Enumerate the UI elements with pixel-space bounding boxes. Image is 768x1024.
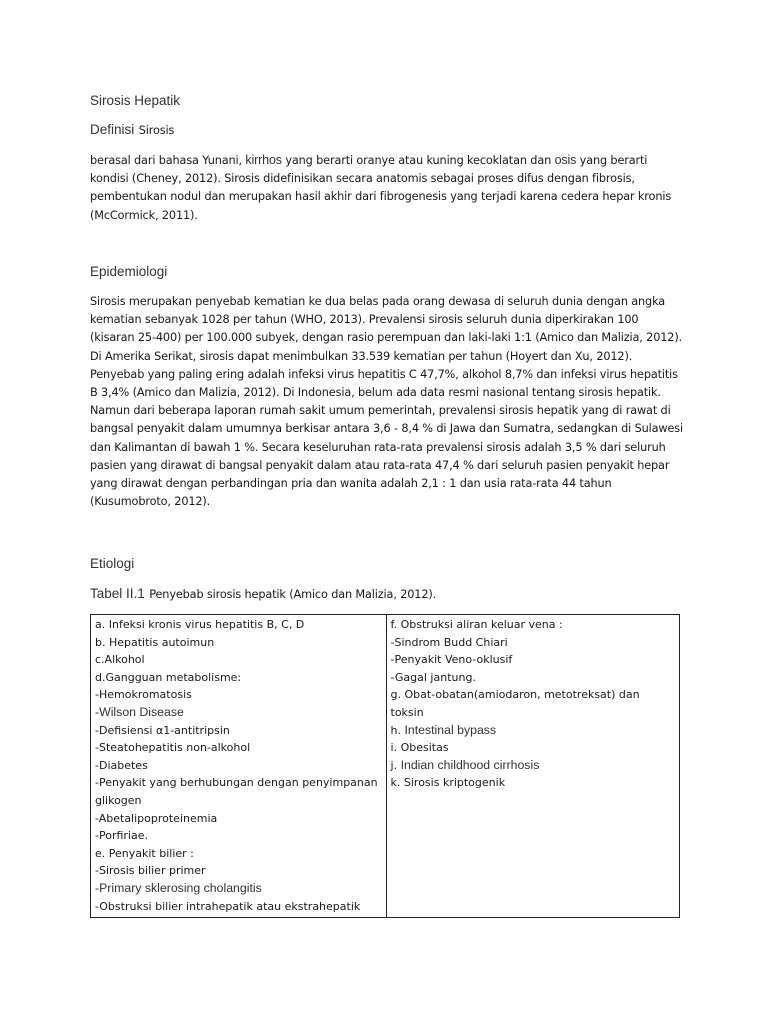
document-title: Sirosis Hepatik: [90, 93, 181, 108]
table-row: [91, 615, 680, 918]
definisi-text-e: yang berarti kondisi (Cheney, 2012). Sirosis didefinisikan secara anatomis sebagai proses difus dengan fibrosis, pembentukan nodul dan merupakan hasil akhir dari fibrogenesis yang terjadi karena cedera hepar kronis (McCormick, 2011).: [90, 154, 672, 222]
list-item: -Penyakit yang berhubungan dengan penyimpanan glikogen: [95, 776, 378, 807]
list-item: b. Hepatitis autoimun: [95, 635, 215, 649]
table-caption: [90, 585, 436, 604]
list-item: g. Obat-obatan(amiodaron, metotreksat) dan toksin: [390, 688, 640, 719]
list-item: c.Alkohol: [95, 653, 145, 667]
definisi-heading: [90, 121, 174, 140]
definisi-term-osis: osis: [554, 153, 577, 167]
etiologi-table: [90, 614, 680, 918]
list-item: -Steatohepatitis non-alkohol: [95, 741, 251, 755]
list-item-prefix: j.: [390, 758, 398, 772]
list-item: -Primary sklerosing cholangitis: [95, 880, 262, 895]
definisi-term-kirrhos: kirrhos: [245, 153, 282, 167]
table-caption-label: Tabel II.1: [90, 586, 145, 601]
list-item: -Defisiensi α1-antitripsin: [95, 723, 230, 737]
list-item: e. Penyakit bilier :: [95, 846, 194, 860]
definisi-paragraph: [90, 151, 685, 225]
list-item-text: Intestinal bypass: [404, 722, 497, 737]
list-item: f. Obstruksi aliran keluar vena :: [390, 618, 563, 631]
list-item: -Sirosis bilier primer: [95, 864, 206, 878]
list-item: i. Obesitas: [390, 741, 449, 755]
list-item: -Abetalipoproteinemia: [95, 811, 218, 825]
list-item-prefix: h.: [390, 723, 401, 737]
definisi-text-c: yang berarti oranye atau kuning kecoklatan dan: [285, 154, 552, 167]
epidemiologi-paragraph: Sirosis merupakan penyebab kematian ke dua belas pada orang dewasa di seluruh dunia dengan angka kematian sebanyak 1028 per tahun (WHO, 2013). Prevalensi sirosis seluruh dunia diperkirakan 100 (kisaran 25-400) per 100.000 subyek, dengan rasio perempuan dan laki-laki 1:1 (Amico dan Malizia, 2012). Di Amerika Serikat, sirosis dapat menimbulkan 33.539 kematian per tahun (Hoyert dan Xu, 2012). Penyebab yang paling ering adalah infeksi virus hepatitis C 47,7%, alkohol 8,7% dan infeksi virus hepatitis B 3,4% (Amico dan Malizia, 2012). Di Indonesia, belum ada data resmi nasional tentang sirosis hepatik. Namun dari beberapa laporan rumah sakit umum pemerintah, prevalensi sirosis hepatik yang di rawat di bangsal penyakit dalam umumnya berkisar antara 3,6 - 8,4 % di Jawa dan Sumatra, sedangkan di Sulawesi dan Kalimantan di bawah 1 %. Secara keseluruhan rata-rata prevalensi sirosis adalah 3,5 % dari seluruh pasien yang dirawat di bangsal penyakit dalam atau rata-rata 47,4 % dari seluruh pasien penyakit hepar yang dirawat dengan perbandingan pria dan wanita adalah 2,1 : 1 dan usia rata-rata 44 tahun (Kusumobroto, 2012).: [90, 295, 684, 509]
list-item: -Gagal jantung.: [390, 670, 476, 684]
list-item-text: Indian childhood cirrhosis: [400, 757, 540, 772]
definisi-text-a: berasal dari bahasa Yunani,: [90, 154, 242, 167]
epidemiologi-heading: Epidemiologi: [90, 264, 168, 279]
list-item: -Porfiriae.: [95, 829, 148, 843]
list-item: [391, 757, 675, 775]
list-item: -Hemokromatosis: [95, 688, 192, 702]
list-item: -Wilson Disease: [95, 704, 184, 719]
list-item: [391, 722, 675, 740]
list-item: -Sindrom Budd Chiari: [390, 635, 508, 649]
list-item: k. Sirosis kriptogenik: [390, 776, 506, 790]
table-cell-right: [386, 615, 679, 918]
definisi-heading-light: Definisi: [90, 122, 135, 137]
list-item: -Obstruksi bilier intrahepatik atau ekstrahepatik: [95, 899, 361, 913]
definisi-heading-bold: Sirosis: [138, 124, 175, 137]
list-item: -Diabetes: [95, 758, 148, 772]
table-cell-left: [91, 615, 387, 918]
etiologi-heading: Etiologi: [90, 556, 135, 571]
table-caption-text: Penyebab sirosis hepatik (Amico dan Malizia, 2012).: [149, 588, 437, 601]
list-item: -Penyakit Veno-oklusif: [390, 653, 513, 667]
list-item: a. Infeksi kronis virus hepatitis B, C, D: [95, 618, 305, 631]
list-item: d.Gangguan metabolisme:: [95, 670, 242, 684]
